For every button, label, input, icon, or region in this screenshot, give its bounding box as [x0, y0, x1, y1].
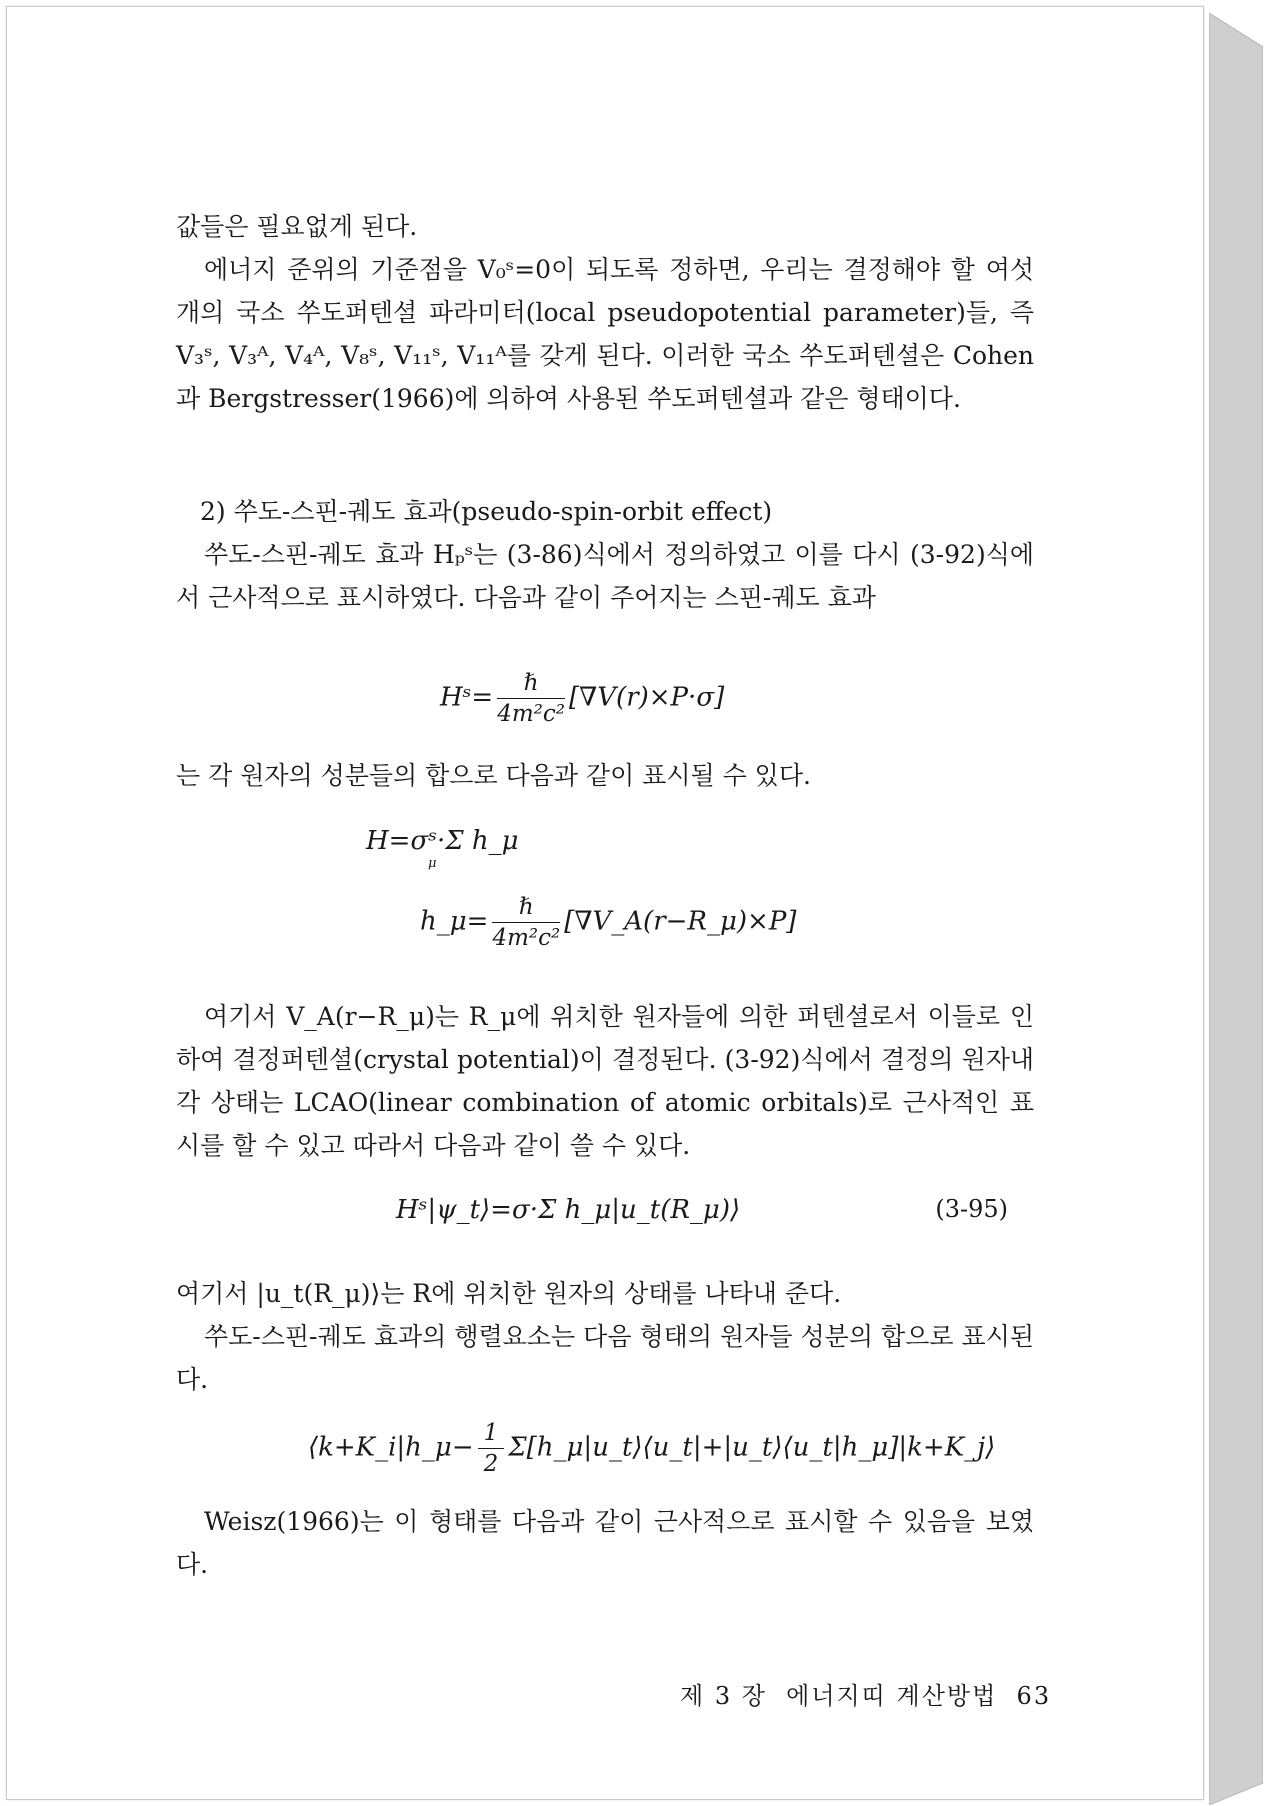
- section-heading: 2) 쑤도-스핀-궤도 효과(pseudo-spin-orbit effect): [200, 497, 773, 526]
- eq-right: Σ[h_μ|u_t⟩⟨u_t|+|u_t⟩⟨u_t|h_μ]|k+K_j⟩: [508, 1432, 996, 1463]
- section-text-2: [176, 490, 1034, 619]
- eq-denominator: 4m²c²: [497, 701, 565, 727]
- eq-fraction: [492, 892, 560, 953]
- section-text-1: [176, 205, 1034, 420]
- paragraph: 는 각 원자의 성분들의 합으로 다음과 같이 표시될 수 있다.: [176, 761, 811, 790]
- section-text-5: [176, 1272, 1034, 1401]
- footer-chapter: 제 3 장: [680, 1682, 767, 1710]
- paragraph: 여기서 |u_t(R_μ)⟩는 R에 위치한 원자의 상태를 나타내 준다.: [176, 1279, 842, 1308]
- eq-fraction: [478, 1418, 505, 1479]
- eq-text: H=σˢ·Σ h_μ: [366, 826, 519, 856]
- eq-numerator: ℏ: [492, 892, 560, 923]
- equation-matrix-element: [308, 1418, 995, 1479]
- eq-denominator: 2: [483, 1451, 499, 1477]
- eq-numerator: 1: [478, 1418, 505, 1449]
- section-text-4: [176, 995, 1034, 1167]
- eq-left: ⟨k+K_i|h_μ−: [308, 1432, 474, 1463]
- paragraph: 쑤도-스핀-궤도 효과의 행렬요소는 다음 형태의 원자들 성분의 합으로 표시된다.: [176, 1322, 1034, 1394]
- paragraph: 쑤도-스핀-궤도 효과 Hₚˢ는 (3-86)식에서 정의하였고 이를 다시 (3-92)식에서 근사적으로 표시하였다. 다음과 같이 주어지는 스핀-궤도 효과: [176, 540, 1034, 612]
- section-text-3: [176, 754, 1034, 797]
- equation-h-mu: [420, 892, 796, 953]
- equation-number: (3-95): [935, 1195, 1008, 1223]
- equation-spin-orbit: [440, 668, 724, 729]
- eq-lhs: h_μ=: [420, 906, 489, 937]
- equation-3-95: [396, 1195, 1008, 1225]
- footer-title: 에너지띠 계산방법: [786, 1682, 998, 1710]
- eq-text: Hˢ|ψ_t⟩=σ·Σ h_μ|u_t(R_μ)⟩: [396, 1195, 741, 1225]
- paragraph: Weisz(1966)는 이 형태를 다음과 같이 근사적으로 표시할 수 있음을 보였다.: [176, 1507, 1034, 1579]
- section-text-6: [176, 1500, 1034, 1586]
- eq-rhs: [∇V_A(r−R_μ)×P]: [564, 906, 797, 937]
- paragraph: 에너지 준위의 기준점을 V₀ˢ=0이 되도록 정하면, 우리는 결정해야 할 여섯 개의 국소 쑤도퍼텐셜 파라미터(local pseudopotential parameter)들, 즉 V₃ˢ, V₃ᴬ, V₄ᴬ, V₈ˢ, V₁₁ˢ, V₁₁ᴬ를 갖게 된다. 이러한 국소 쑤도퍼텐셜은 Cohen과 Bergstresser(1966)에 의하여 사용된 쑤도퍼텐셜과 같은 형태이다.: [176, 255, 1034, 413]
- eq-denominator: 4m²c²: [492, 925, 561, 951]
- eq-lhs: Hˢ=: [440, 682, 494, 713]
- paragraph: 여기서 V_A(r−R_μ)는 R_μ에 위치한 원자들에 의한 퍼텐셜로서 이들로 인하여 결정퍼텐셜(crystal potential)이 결정된다. (3-92)식에서 결정의 원자내각 상태는 LCAO(linear combination of atomic orbitals)로 근사적인 표시를 할 수 있고 따라서 다음과 같이 쓸 수 있다.: [176, 1002, 1034, 1160]
- equation-sum: [366, 826, 519, 871]
- eq-subscript: μ: [428, 856, 437, 871]
- page-edge-3d: [1209, 13, 1263, 1805]
- page-footer: [680, 1676, 1051, 1711]
- eq-rhs: [∇V(r)×P·σ]: [568, 682, 725, 713]
- eq-fraction: [497, 668, 565, 729]
- paragraph: 값들은 필요없게 된다.: [176, 212, 418, 241]
- page-number: 63: [1016, 1682, 1052, 1710]
- eq-numerator: ℏ: [497, 668, 565, 699]
